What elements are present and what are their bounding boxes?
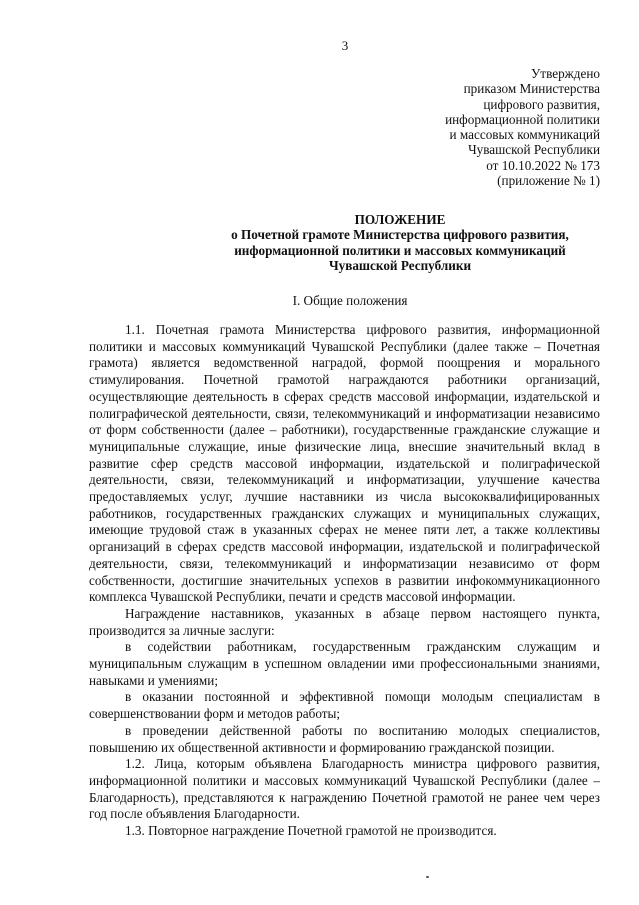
paragraph: 1.3. Повторное награждение Почетной грамотой не производится. (125, 823, 497, 839)
paragraph: в содействии работникам, государственным гражданским служащим и муниципальным служащим в успешном овладении ими профессиональными знаниями, навыками и умениями; (89, 639, 600, 688)
paragraph: 1.1. Почетная грамота Министерства цифрового развития, информационной политики и массовых коммуникаций Чувашской Республики (далее также – Почетная грамота) является ведомственной наградой, формой поощрения и морального стимулирования. Почетной грамотой награждаются работники организаций, осуществляющие деятельность в сферах средств массовой информации, издательской и полиграфической деятельности, связи, телекоммуникаций и информатизации независимо от форм собственности (далее – работники), государственные гражданские служащие и муниципальные служащие, иные физические лица, внесшие значительный вклад в развитие сфер средств массовой информации, издательской и полиграфической деятельности, связи, телекоммуникаций и информатизации, улучшение качества предоставляемых услуг, лучшие наставники из числа высококвалифицированных работников, государственных гражданских служащих и муниципальных служащих, имеющие трудовой стаж в указанных сферах не менее пяти лет, а также коллективы организаций в сферах средств массовой информации, издательской и полиграфической деятельности, связи, телекоммуникаций и информатизации независимо от форм собственности, достигшие значительных успехов в развитии инфокоммуникационного комплекса Чувашской Республики, печати и средств массовой информации. (89, 322, 600, 605)
document-body (89, 322, 600, 840)
paragraph: в оказании постоянной и эффективной помощи молодым специалистам в совершенствовании форм и методов работы; (89, 689, 600, 722)
paragraph: Награждение наставников, указанных в абзаце первом настоящего пункта, производится за личные заслуги: (89, 605, 600, 638)
approval-line: (приложение № 1) (497, 173, 600, 189)
approval-stamp (405, 66, 600, 188)
approval-line: от 10.10.2022 № 173 (486, 157, 600, 173)
page-number: 3 (341, 38, 349, 53)
document-title (150, 212, 639, 274)
approval-line: приказом Министерства (463, 81, 600, 97)
section-heading: I. Общие положения (292, 293, 408, 308)
title-line: о Почетной грамоте Министерства цифрового развития, (231, 227, 569, 243)
title-line: информационной политики и массовых коммуникаций (234, 242, 566, 258)
paragraph: в проведении действенной работы по воспитанию молодых специалистов, повышению их общественной активности и формированию гражданской позиции. (89, 722, 600, 755)
title-heading: ПОЛОЖЕНИЕ (354, 212, 446, 227)
scan-speck (426, 876, 429, 878)
title-line: Чувашской Республики (328, 258, 472, 274)
approval-line: и массовых коммуникаций (449, 127, 600, 143)
approval-line: Чувашской Республики (468, 142, 600, 158)
approval-line: Утверждено (530, 66, 600, 81)
paragraph: 1.2. Лица, которым объявлена Благодарность министра цифрового развития, информационной политики и массовых коммуникаций Чувашской Республики (далее – Благодарность), представляются к награждению Почетной грамотой не ранее чем через год после объявления Благодарности. (89, 756, 600, 822)
approval-line: цифрового развития, (483, 96, 600, 112)
approval-line: информационной политики (445, 111, 600, 127)
